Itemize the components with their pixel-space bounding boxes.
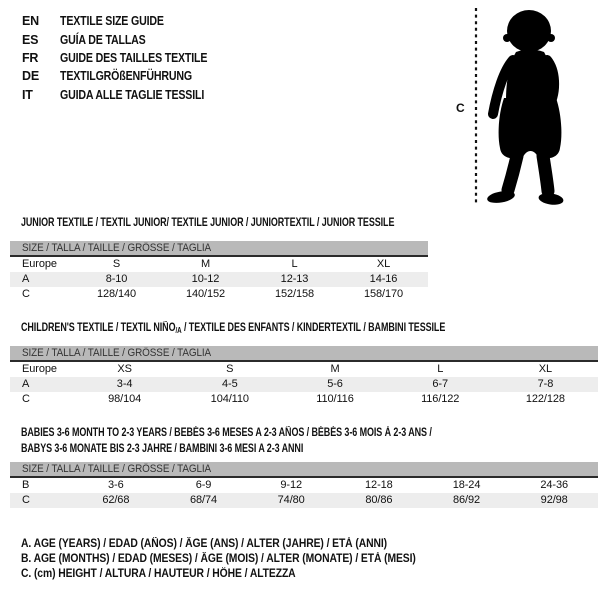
size-cell: 5-6 — [327, 378, 343, 390]
language-label: TEXTILGRÖßENFÜHRUNG — [60, 69, 192, 84]
row-label-cell: A — [22, 273, 30, 285]
size-cell: 6-9 — [195, 479, 212, 491]
language-label: TEXTILE SIZE GUIDE — [60, 14, 164, 29]
size-cell: 74/80 — [277, 494, 305, 506]
children-section-title — [21, 321, 445, 339]
size-table-header — [10, 241, 428, 257]
size-header-label: SIZE / TALLA / TAILLE / GRÖSSE / TAGLIA — [22, 347, 212, 359]
language-code: EN — [22, 14, 39, 29]
babies-section-title — [21, 426, 432, 457]
size-cell: 158/170 — [363, 288, 404, 300]
size-cell: 140/152 — [185, 288, 226, 300]
size-cell: 62/68 — [102, 494, 130, 506]
row-label-cell: Europe — [22, 363, 57, 375]
language-row-fr — [22, 49, 233, 67]
size-cell: 116/122 — [421, 393, 460, 405]
size-cell: L — [291, 258, 298, 270]
size-cell: L — [437, 363, 444, 375]
footnotes — [21, 537, 460, 583]
babies-title-line2: BABYS 3-6 MONATE BIS 2-3 JAHRE / BAMBINI 3-6 MESI A 2-3 ANNI — [21, 442, 304, 455]
language-row-it — [22, 86, 233, 104]
footnote-c: C. (cm) HEIGHT / ALTURA / HAUTEUR / HÖHE / ALTEZZA — [21, 568, 296, 581]
table-row-age — [10, 377, 598, 392]
size-cell: 3-4 — [116, 378, 133, 390]
babies-size-table — [10, 462, 598, 508]
size-cell: 4-5 — [222, 378, 238, 390]
size-cell: 86/92 — [453, 494, 481, 506]
size-cell: 68/74 — [189, 494, 218, 506]
size-cell: 7-8 — [537, 378, 554, 390]
table-row-age-months — [10, 478, 598, 493]
size-cell: 98/104 — [108, 393, 142, 405]
size-cell: 92/98 — [540, 494, 568, 506]
size-cell: XL — [538, 363, 553, 375]
size-cell: 104/110 — [210, 393, 249, 405]
language-row-en — [22, 12, 233, 30]
row-label-cell: B — [22, 479, 30, 491]
table-row-age — [10, 272, 428, 287]
row-label-cell: C — [22, 288, 30, 300]
size-cell: 128/140 — [96, 288, 137, 300]
size-cell: 122/128 — [525, 393, 565, 405]
babies-title-line1: BABIES 3-6 MONTH TO 2-3 YEARS / BEBÉS 3-6 MESES A 2-3 AÑOS / BÉBÉS 3-6 MOIS À 2-3 ANS / — [21, 427, 432, 439]
size-cell: 80/86 — [365, 494, 393, 506]
language-code: ES — [22, 32, 39, 47]
language-label: GUIDA ALLE TAGLIE TESSILI — [60, 87, 205, 102]
row-label-cell: A — [22, 378, 30, 390]
size-header-label: SIZE / TALLA / TAILLE / GRÖSSE / TAGLIA — [22, 463, 212, 475]
row-label-cell: Europe — [22, 258, 57, 270]
table-row-height — [10, 287, 428, 302]
language-code: FR — [22, 50, 39, 65]
children-title-pre: CHILDREN'S TEXTILE / TEXTIL NIÑO — [21, 322, 176, 334]
language-label: GUÍA DE TALLAS — [60, 32, 146, 47]
footnote-b: B. AGE (MONTHS) / EDAD (MESES) / ÂGE (MOIS) / ALTER (MONATE) / ETÀ (MESI) — [21, 553, 416, 566]
children-title-subscript: /A — [175, 326, 182, 335]
size-cell: M — [200, 258, 211, 270]
table-row-height — [10, 493, 598, 508]
size-cell: 12-13 — [280, 273, 309, 285]
size-cell: 18-24 — [452, 479, 481, 491]
size-cell: S — [112, 258, 121, 270]
language-code: IT — [22, 87, 33, 102]
size-cell: 10-12 — [191, 273, 220, 285]
size-table-header — [10, 346, 598, 362]
table-row-height — [10, 392, 598, 407]
size-cell: 110/116 — [316, 393, 354, 405]
size-cell: 3-6 — [108, 479, 124, 491]
size-cell: XS — [117, 363, 132, 375]
size-cell: S — [226, 363, 234, 375]
junior-size-table — [10, 241, 428, 302]
junior-section-title: JUNIOR TEXTILE / TEXTIL JUNIOR/ TEXTILE JUNIOR / JUNIORTEXTIL / JUNIOR TESSILE — [21, 217, 395, 229]
size-cell: XL — [376, 258, 391, 270]
table-row-europe — [10, 257, 428, 272]
size-cell: 9-12 — [280, 479, 302, 491]
language-row-de — [22, 67, 233, 85]
height-measure-label: C — [456, 101, 465, 115]
children-size-table — [10, 346, 598, 407]
size-cell: 8-10 — [105, 273, 128, 285]
row-label-cell: C — [22, 494, 30, 506]
size-cell: M — [330, 363, 340, 375]
language-code: DE — [22, 69, 39, 84]
language-title-list — [22, 12, 233, 104]
children-title-post: / TEXTILE DES ENFANTS / KINDERTEXTIL / BAMBINI TESSILE — [181, 322, 446, 334]
size-cell: 6-7 — [432, 378, 449, 390]
size-cell: 12-18 — [365, 479, 393, 491]
row-label-cell: C — [22, 393, 30, 405]
size-cell: 152/158 — [274, 288, 315, 300]
size-cell: 14-16 — [369, 273, 398, 285]
language-row-es — [22, 30, 233, 48]
language-label: GUIDE DES TAILLES TEXTILE — [60, 50, 208, 65]
size-table-header — [10, 462, 598, 478]
size-cell: 24-36 — [540, 479, 569, 491]
size-header-label: SIZE / TALLA / TAILLE / GRÖSSE / TAGLIA — [22, 242, 212, 254]
table-row-europe — [10, 362, 598, 377]
footnote-a: A. AGE (YEARS) / EDAD (AÑOS) / ÂGE (ANS) / ALTER (JAHRE) / ETÀ (ANNI) — [21, 538, 388, 550]
toddler-silhouette — [470, 8, 576, 208]
